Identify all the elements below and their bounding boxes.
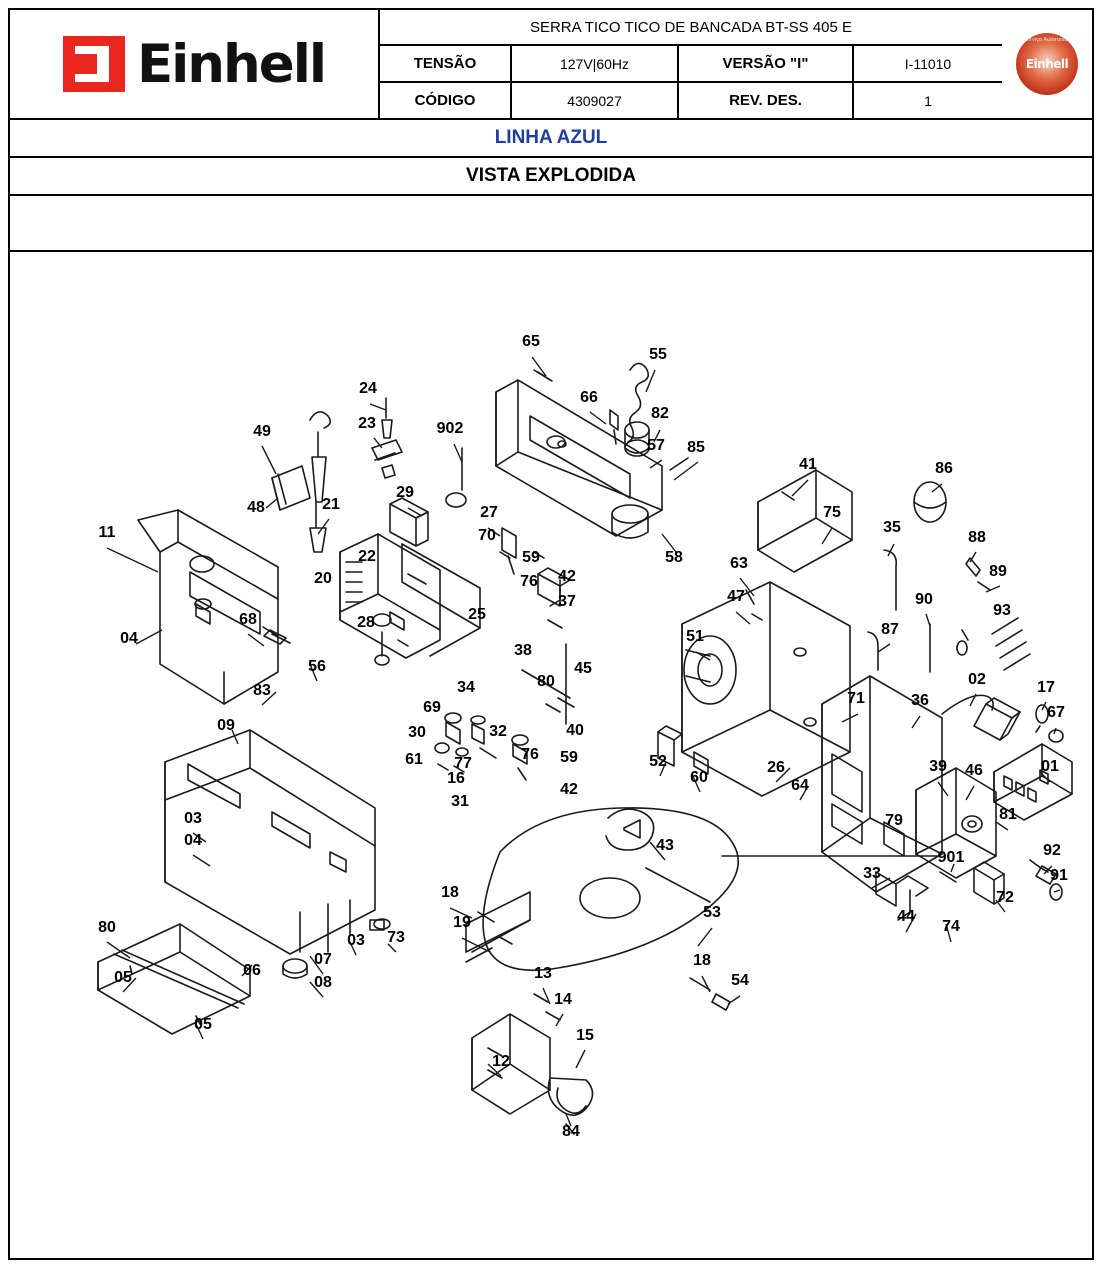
product-line-band: LINHA AZUL [10, 120, 1092, 158]
part-callout: 74 [942, 918, 960, 935]
part-callout: 22 [358, 548, 376, 565]
part-callout: 70 [478, 527, 496, 544]
part-callout: 77 [454, 755, 472, 772]
part-callout: 20 [314, 570, 332, 587]
part-callout: 05 [114, 969, 132, 986]
part-callout: 07 [314, 951, 332, 968]
part-callout: 79 [885, 812, 903, 829]
part-callout: 43 [656, 837, 674, 854]
part-callout: 76 [521, 746, 539, 763]
brand-logo-cell [10, 10, 380, 120]
part-callout: 03 [347, 932, 365, 949]
spec-table [380, 10, 1002, 120]
part-callout: 01 [1041, 758, 1059, 775]
part-callout: 40 [566, 722, 584, 739]
part-callout: 11 [98, 524, 116, 541]
part-callout: 66 [580, 389, 598, 406]
seal-top-text: Serviço Autorizado [1023, 37, 1071, 43]
part-callout: 57 [647, 437, 665, 454]
part-callout: 73 [387, 929, 405, 946]
part-callout: 83 [253, 682, 271, 699]
part-callout: 59 [522, 549, 540, 566]
part-callout: 37 [558, 593, 576, 610]
part-callout: 38 [514, 642, 532, 659]
part-callout: 89 [989, 563, 1007, 580]
part-callout: 02 [968, 671, 986, 688]
part-callout: 901 [937, 849, 965, 866]
part-callout: 47 [727, 588, 745, 605]
part-callout: 86 [935, 460, 953, 477]
part-callout: 58 [665, 549, 683, 566]
rev-des-value: 1 [924, 92, 932, 109]
part-callout: 36 [911, 692, 929, 709]
part-callout: 76 [520, 573, 538, 590]
part-callout: 41 [799, 456, 817, 473]
rev-des-label: REV. DES. [679, 83, 854, 118]
part-callout: 68 [239, 611, 257, 628]
part-callout: 48 [247, 499, 265, 516]
part-callout: 31 [451, 793, 469, 810]
notes-band [10, 196, 1092, 252]
part-callout: 67 [1047, 704, 1065, 721]
part-callout: 88 [968, 529, 986, 546]
part-callout: 33 [863, 865, 881, 882]
part-callout: 92 [1043, 842, 1061, 859]
part-callout: 27 [480, 504, 498, 521]
einhell-logo-icon [63, 36, 125, 92]
versao-label: VERSÃO "I" [679, 46, 854, 81]
part-callout: 34 [457, 679, 475, 696]
part-callout: 14 [554, 991, 572, 1008]
part-callout: 51 [686, 628, 704, 645]
part-callout: 21 [322, 496, 340, 513]
part-callout: 05 [194, 1016, 212, 1033]
part-callout: 08 [314, 974, 332, 991]
tensao-value: 127V|60Hz [512, 46, 679, 81]
part-callout: 06 [243, 962, 261, 979]
authorized-service-seal-cell [1002, 10, 1092, 120]
part-callout: 84 [562, 1123, 580, 1140]
part-callout: 56 [308, 658, 326, 675]
part-callout: 13 [534, 965, 552, 982]
part-callout: 85 [687, 439, 705, 456]
part-callout: 18 [693, 952, 711, 969]
part-callout: 30 [408, 724, 426, 741]
seal-brand-text: Einhell [1025, 57, 1069, 71]
part-callout: 19 [453, 914, 471, 931]
part-callout: 17 [1037, 679, 1055, 696]
authorized-service-seal-icon [1016, 33, 1078, 95]
spec-row-2 [380, 83, 1002, 118]
part-callout: 53 [703, 904, 721, 921]
part-callout: 61 [405, 751, 423, 768]
exploded-view-drawing [10, 252, 1092, 1258]
part-callout: 82 [651, 405, 669, 422]
part-callout: 64 [791, 777, 809, 794]
part-callout: 72 [996, 889, 1014, 906]
part-callout: 32 [489, 723, 507, 740]
part-callout: 25 [468, 606, 486, 623]
part-callout: 46 [965, 762, 983, 779]
part-callout: 03 [184, 810, 202, 827]
view-type-band: VISTA EXPLODIDA [10, 158, 1092, 196]
part-callout: 87 [881, 621, 899, 638]
part-callout: 81 [999, 806, 1017, 823]
part-callout: 75 [823, 504, 841, 521]
title-block [10, 10, 1092, 120]
part-callout: 69 [423, 699, 441, 716]
part-callout: 52 [649, 753, 667, 770]
part-callout: 90 [915, 591, 933, 608]
part-callout: 18 [441, 884, 459, 901]
brand-name: Einhell [136, 33, 326, 95]
part-callout: 65 [522, 333, 540, 350]
part-callout: 16 [447, 770, 465, 787]
part-callout: 29 [396, 484, 414, 501]
part-callout: 93 [993, 602, 1011, 619]
part-callout: 54 [731, 972, 749, 989]
callout-number-layer [98, 333, 1068, 1140]
part-callout: 63 [730, 555, 748, 572]
part-callout: 80 [98, 919, 116, 936]
part-callout: 04 [184, 832, 202, 849]
part-callout: 23 [358, 415, 376, 432]
codigo-label: CÓDIGO [380, 83, 512, 118]
part-callout: 09 [217, 717, 235, 734]
part-callout: 24 [359, 380, 377, 397]
part-callout: 26 [767, 759, 785, 776]
part-callout: 04 [120, 630, 138, 647]
versao-value: I-11010 [904, 55, 952, 72]
part-callout: 59 [560, 749, 578, 766]
part-callout: 80 [537, 673, 555, 690]
part-callout: 55 [649, 346, 667, 363]
part-callout: 902 [436, 420, 464, 437]
codigo-value: 4309027 [512, 83, 679, 118]
part-callout: 42 [560, 781, 578, 798]
part-callout: 45 [574, 660, 592, 677]
tensao-label: TENSÃO [380, 46, 512, 81]
part-callout: 60 [690, 769, 708, 786]
part-callout: 49 [253, 423, 271, 440]
part-callout: 39 [929, 758, 947, 775]
part-callout: 15 [576, 1027, 594, 1044]
part-callout: 35 [883, 519, 901, 536]
part-callout: 44 [897, 908, 915, 925]
spec-row-1 [380, 46, 1002, 83]
part-callout: 71 [847, 690, 865, 707]
part-callout: 12 [492, 1053, 510, 1070]
product-title: SERRA TICO TICO DE BANCADA BT-SS 405 E [380, 10, 1002, 46]
part-callout: 91 [1050, 867, 1068, 884]
part-callout: 28 [357, 614, 375, 631]
drawing-sheet [8, 8, 1094, 1260]
part-callout: 42 [558, 568, 576, 585]
